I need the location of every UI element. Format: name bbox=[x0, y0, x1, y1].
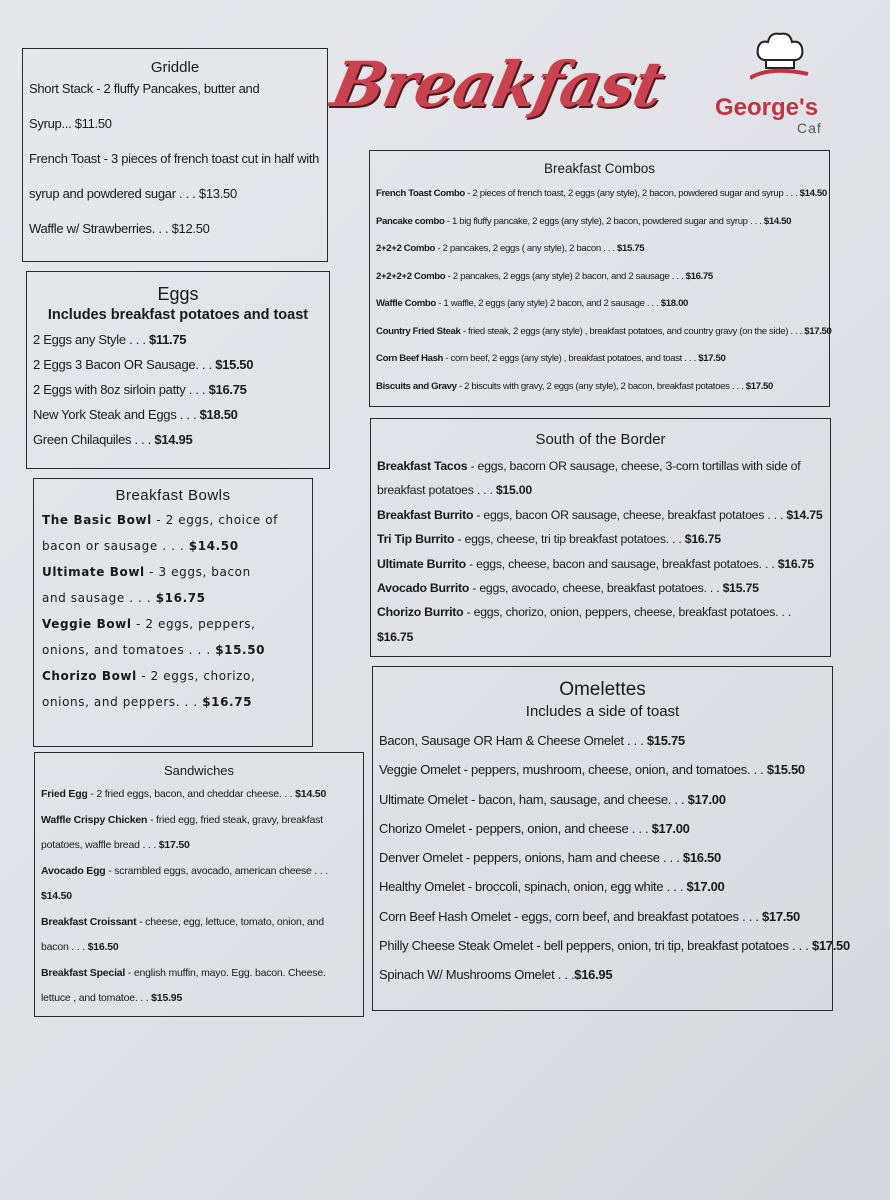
griddle-line: Waffle w/ Strawberries. . . $12.50 bbox=[29, 221, 210, 236]
menu-line bbox=[42, 689, 304, 715]
menu-line bbox=[377, 625, 824, 649]
menu-text: $18.50 bbox=[199, 407, 238, 422]
logo-brand-sub: Caf bbox=[797, 120, 822, 136]
menu-text: Corn Beef Hash bbox=[376, 353, 444, 364]
menu-text: $15.50 bbox=[215, 643, 266, 657]
eggs-section bbox=[26, 271, 330, 469]
menu-text: $16.75 bbox=[684, 532, 721, 547]
sandwiches-title: Sandwiches bbox=[163, 763, 235, 778]
menu-text: potatoes, waffle bread . . . bbox=[41, 839, 159, 851]
menu-line bbox=[41, 986, 357, 1012]
menu-text: $16.75 bbox=[777, 556, 814, 571]
menu-text: - 2 pancakes, 2 eggs (any style) 2 bacon, and 2 sausage . . . bbox=[445, 270, 686, 282]
menu-line bbox=[41, 833, 357, 859]
logo-script-text: Breakfast bbox=[325, 48, 670, 121]
menu-text: - eggs, chorizo, onion, peppers, cheese, breakfast potatoes. . . bbox=[463, 605, 792, 620]
menu-text: Denver Omelet - peppers, onions, ham and cheese . . . bbox=[379, 850, 683, 866]
menu-text: $14.50 bbox=[763, 215, 792, 227]
menu-text: - 2 eggs, chorizo, bbox=[136, 669, 256, 683]
menu-item bbox=[33, 427, 323, 452]
menu-text: - eggs, cheese, tri tip breakfast potatoes. . . bbox=[454, 532, 685, 547]
menu-item bbox=[376, 318, 832, 346]
menu-text: $17.00 bbox=[651, 820, 690, 836]
menu-text: Spinach W/ Mushrooms Omelet . . . bbox=[379, 967, 575, 983]
menu-text: $16.50 bbox=[682, 850, 721, 866]
omelettes-title: Omelettes bbox=[559, 679, 646, 700]
menu-item bbox=[376, 235, 823, 263]
menu-text: Fried Egg bbox=[41, 788, 88, 800]
menu-item bbox=[379, 814, 826, 843]
menu-item bbox=[379, 755, 826, 784]
menu-line bbox=[42, 663, 304, 689]
menu-line bbox=[377, 576, 824, 600]
menu-text: - 1 waffle, 2 eggs (any style) 2 bacon, and 2 sausage . . . bbox=[435, 298, 661, 309]
menu-text: Green Chilaquiles . . . bbox=[33, 432, 155, 447]
menu-text: Veggie Omelet - peppers, mushroom, cheese, onion, and tomatoes. . . bbox=[379, 762, 767, 778]
menu-item bbox=[379, 931, 850, 960]
menu-text: French Toast Combo bbox=[376, 188, 465, 199]
menu-line bbox=[41, 884, 357, 910]
menu-text: - 2 fried eggs, bacon, and cheddar cheese. . . bbox=[87, 788, 296, 800]
menu-text: $16.75 bbox=[202, 695, 253, 709]
menu-text: bacon or sausage . . . bbox=[42, 539, 189, 553]
menu-text: $17.00 bbox=[687, 791, 726, 807]
menu-text: - corn beef, 2 eggs (any style) , breakfast potatoes, and toast . . . bbox=[443, 353, 699, 364]
menu-item bbox=[376, 373, 823, 401]
menu-text: - eggs, bacon OR sausage, cheese, breakfast potatoes . . . bbox=[473, 507, 787, 522]
menu-text: $15.50 bbox=[766, 762, 805, 778]
menu-text: Ultimate Burrito bbox=[377, 556, 466, 571]
menu-line bbox=[41, 961, 357, 987]
menu-text: 2+2+2 Combo bbox=[376, 243, 436, 254]
menu-text: Waffle Combo bbox=[376, 298, 436, 309]
menu-text: - english muffin, mayo. Egg. bacon. Cheese. bbox=[125, 966, 326, 979]
menu-text: - fried egg, fried steak, gravy, breakfast bbox=[147, 813, 323, 826]
sandwiches-section bbox=[34, 752, 364, 1017]
menu-item bbox=[33, 377, 323, 402]
menu-text: 2 Eggs with 8oz sirloin patty . . . bbox=[33, 382, 209, 397]
menu-text: Breakfast Croissant bbox=[41, 915, 137, 928]
menu-line bbox=[42, 507, 304, 533]
menu-text: Bacon, Sausage OR Ham & Cheese Omelet . . . bbox=[379, 733, 647, 748]
menu-line bbox=[41, 782, 357, 808]
menu-text: bacon . . . bbox=[41, 941, 88, 953]
menu-line bbox=[41, 808, 357, 834]
griddle-line: syrup and powdered sugar . . . $13.50 bbox=[29, 186, 237, 201]
omelettes-section bbox=[372, 666, 850, 1011]
griddle-line: Short Stack - 2 fluffy Pancakes, butter and bbox=[29, 81, 260, 96]
menu-line bbox=[42, 611, 304, 637]
menu-text: $15.95 bbox=[151, 992, 183, 1004]
menu-line bbox=[377, 478, 824, 502]
menu-text: $17.50 bbox=[811, 938, 850, 954]
menu-item bbox=[33, 352, 323, 377]
menu-item bbox=[33, 402, 323, 427]
south-of-the-border-section bbox=[370, 418, 831, 657]
menu-text: - 2 pancakes, 2 eggs ( any style), 2 bacon . . . bbox=[435, 243, 618, 254]
menu-text: Corn Beef Hash Omelet - eggs, corn beef, and breakfast potatoes . . . bbox=[379, 908, 762, 924]
menu-item bbox=[379, 902, 826, 931]
menu-text: $17.50 bbox=[761, 908, 800, 924]
menu-text: - 2 pieces of french toast, 2 eggs (any style), 2 bacon, powdered sugar and syrup . . . bbox=[464, 188, 800, 199]
menu-text: Philly Cheese Steak Omelet - bell peppers, onion, tri tip, breakfast potatoes . . . bbox=[379, 938, 812, 954]
menu-line bbox=[42, 637, 304, 663]
griddle-title: Griddle bbox=[150, 59, 200, 76]
griddle-line: Syrup... $11.50 bbox=[29, 116, 112, 131]
menu-text: The Basic Bowl bbox=[42, 513, 152, 527]
menu-text: $11.75 bbox=[148, 332, 187, 347]
menu-text: Healthy Omelet - broccoli, spinach, onion, egg white . . . bbox=[379, 879, 687, 895]
eggs-title: Eggs bbox=[157, 284, 199, 304]
menu-line bbox=[41, 935, 357, 961]
menu-text: Tri Tip Burrito bbox=[377, 532, 455, 547]
menu-text: $18.00 bbox=[660, 298, 689, 309]
menu-line bbox=[377, 527, 824, 551]
menu-item bbox=[33, 327, 323, 352]
menu-text: - eggs, cheese, bacon and sausage, breakfast potatoes. . . bbox=[465, 556, 778, 571]
menu-line bbox=[42, 533, 304, 559]
menu-text: Breakfast Burrito bbox=[377, 507, 474, 522]
chef-hat-icon bbox=[750, 30, 810, 80]
menu-text: $16.95 bbox=[574, 967, 613, 983]
menu-text: $17.50 bbox=[158, 839, 190, 851]
menu-text: New York Steak and Eggs . . . bbox=[33, 407, 200, 422]
menu-text: $16.75 bbox=[377, 629, 414, 644]
cafe-logo bbox=[325, 30, 835, 160]
menu-text: and sausage . . . bbox=[42, 591, 156, 605]
menu-text: - 2 eggs, peppers, bbox=[131, 617, 256, 631]
menu-text: breakfast potatoes . . . bbox=[377, 483, 496, 498]
menu-text: Avocado Burrito bbox=[377, 581, 470, 596]
menu-item bbox=[379, 872, 826, 901]
griddle-line: French Toast - 3 pieces of french toast cut in half with bbox=[29, 151, 320, 166]
menu-item bbox=[376, 345, 823, 373]
menu-text: onions, and tomatoes . . . bbox=[42, 643, 216, 657]
menu-text: Country Fried Steak bbox=[376, 325, 461, 337]
menu-text: $17.50 bbox=[698, 353, 726, 364]
menu-text: Ultimate Omelet - bacon, ham, sausage, and cheese. . . bbox=[379, 791, 688, 807]
menu-text: $15.75 bbox=[722, 581, 759, 596]
menu-item bbox=[379, 785, 826, 814]
combos-title: Breakfast Combos bbox=[543, 161, 656, 176]
menu-text: $16.75 bbox=[155, 591, 206, 605]
menu-text: Chorizo Bowl bbox=[42, 669, 137, 683]
menu-text: 2+2+2+2 Combo bbox=[376, 270, 446, 282]
menu-text: Pancake combo bbox=[376, 215, 445, 227]
menu-text: Breakfast Tacos bbox=[377, 459, 468, 473]
menu-line bbox=[41, 859, 357, 885]
menu-text: Waffle Crispy Chicken bbox=[41, 813, 148, 826]
menu-text: $14.95 bbox=[154, 432, 193, 447]
breakfast-combos-section bbox=[369, 150, 830, 407]
menu-item bbox=[376, 208, 823, 236]
menu-text: - fried steak, 2 eggs (any style) , breakfast potatoes, and country gravy (on the side) . . . bbox=[460, 325, 805, 337]
menu-text: $15.75 bbox=[646, 733, 685, 748]
menu-line bbox=[42, 585, 304, 611]
menu-text: $15.00 bbox=[495, 483, 532, 498]
menu-line bbox=[377, 600, 824, 624]
menu-item bbox=[376, 290, 823, 318]
menu-text: $14.75 bbox=[786, 507, 823, 522]
south-title: South of the Border bbox=[535, 431, 666, 448]
menu-text: - 2 biscuits with gravy, 2 eggs (any style), 2 bacon, breakfast potatoes . . . bbox=[456, 380, 746, 392]
menu-line bbox=[377, 454, 824, 478]
griddle-section bbox=[22, 48, 328, 262]
menu-item bbox=[376, 180, 827, 208]
eggs-subtitle: Includes breakfast potatoes and toast bbox=[47, 307, 309, 323]
menu-text: $15.50 bbox=[215, 357, 254, 372]
omelettes-subtitle: Includes a side of toast bbox=[525, 703, 680, 720]
menu-text: $16.75 bbox=[685, 270, 713, 282]
menu-text: $14.50 bbox=[295, 788, 327, 800]
menu-text: 2 Eggs any Style . . . bbox=[33, 332, 149, 347]
menu-text: $16.75 bbox=[208, 382, 247, 397]
menu-item bbox=[379, 843, 826, 872]
menu-text: $17.00 bbox=[686, 879, 725, 895]
menu-text: $16.50 bbox=[87, 941, 119, 953]
menu-text: $15.75 bbox=[617, 243, 645, 254]
menu-line bbox=[41, 910, 357, 936]
menu-text: $14.50 bbox=[41, 890, 72, 902]
menu-text: Chorizo Burrito bbox=[377, 605, 464, 620]
bowls-title: Breakfast Bowls bbox=[115, 487, 231, 504]
menu-text: Biscuits and Gravy bbox=[376, 380, 457, 392]
menu-text: $14.50 bbox=[188, 539, 239, 553]
menu-line bbox=[377, 552, 824, 576]
menu-text: Breakfast Special bbox=[41, 966, 126, 979]
menu-text: lettuce , and tomatoe. . . bbox=[41, 992, 152, 1004]
menu-text: Avocado Egg bbox=[41, 864, 106, 877]
menu-text: - eggs, bacorn OR sausage, cheese, 3-corn tortillas with side of bbox=[467, 459, 801, 473]
menu-text: - eggs, avocado, cheese, breakfast potatoes. . . bbox=[469, 581, 723, 596]
menu-text: $17.50 bbox=[804, 325, 832, 337]
menu-text: $17.50 bbox=[745, 380, 773, 392]
menu-text: - 3 eggs, bacon bbox=[144, 565, 251, 579]
menu-line bbox=[377, 503, 824, 527]
menu-text: 2 Eggs 3 Bacon OR Sausage. . . bbox=[33, 357, 216, 372]
menu-item bbox=[379, 726, 826, 755]
menu-item bbox=[376, 263, 823, 291]
menu-line bbox=[42, 559, 304, 585]
menu-item bbox=[379, 960, 826, 989]
menu-text: - 1 big fluffy pancake, 2 eggs (any style), 2 bacon, powdered sugar and syrup . . . bbox=[444, 215, 764, 227]
menu-text: Chorizo Omelet - peppers, onion, and cheese . . . bbox=[379, 820, 652, 836]
menu-text: onions, and peppers. . . bbox=[42, 695, 203, 709]
menu-text: Ultimate Bowl bbox=[42, 565, 145, 579]
menu-text: - cheese, egg, lettuce, tomato, onion, and bbox=[136, 915, 324, 928]
menu-text: - 2 eggs, choice of bbox=[151, 513, 278, 527]
menu-text: Veggie Bowl bbox=[42, 617, 132, 631]
menu-text: $14.50 bbox=[799, 188, 827, 199]
breakfast-bowls-section bbox=[33, 478, 313, 747]
logo-brand-name: George's bbox=[715, 94, 819, 121]
menu-text: - scrambled eggs, avocado, american cheese . . . bbox=[105, 864, 328, 877]
